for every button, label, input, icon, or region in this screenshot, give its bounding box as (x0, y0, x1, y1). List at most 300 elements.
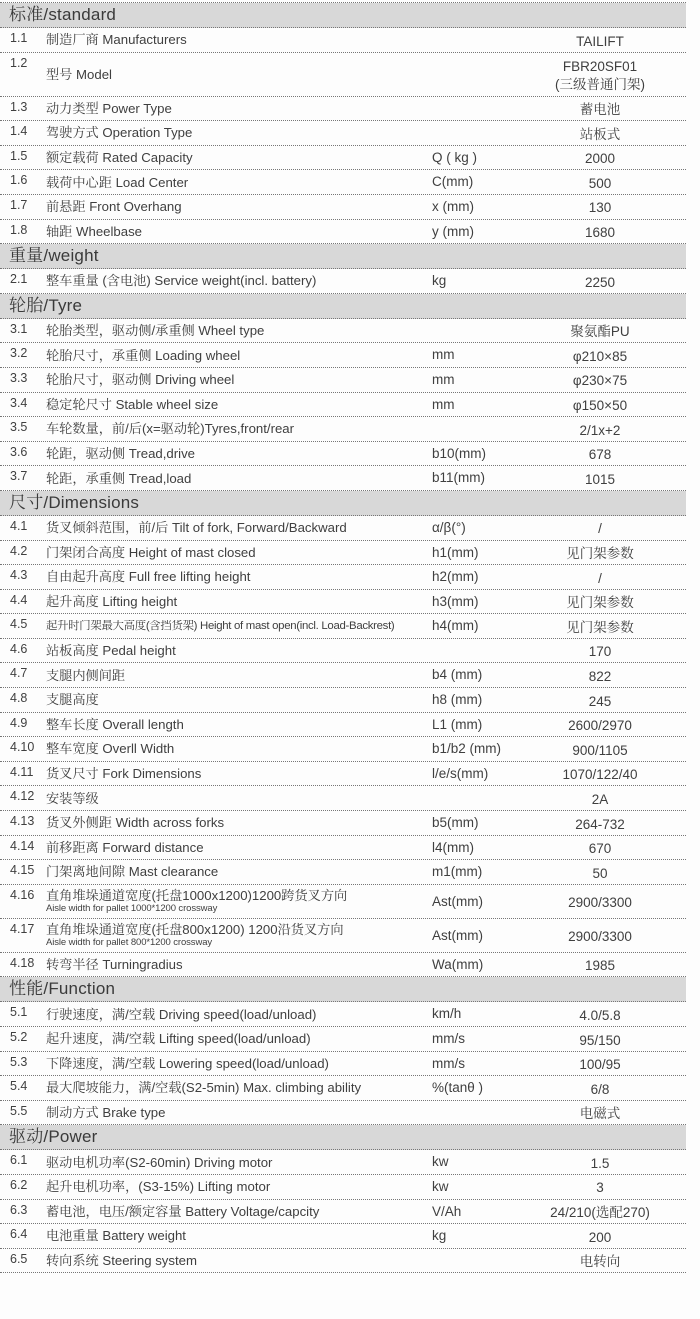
row-value-text: 见门架参数 (566, 546, 634, 562)
row-description (46, 1253, 432, 1268)
row-value-text: 1985 (584, 958, 616, 974)
row-number: 6.4 (10, 1227, 28, 1242)
row-value-text: 245 (588, 693, 612, 709)
row-value (514, 369, 686, 390)
row-number: 6.2 (10, 1177, 28, 1192)
table-row (0, 737, 686, 762)
row-description-text: 货叉外侧距 Width across forks (46, 815, 225, 831)
row-number: 5.2 (10, 1030, 28, 1044)
row-value (514, 1078, 686, 1099)
row-value-text: 2600/2970 (568, 718, 632, 734)
row-description-text: 转向系统 Steering system (46, 1252, 197, 1268)
row-number: 4.2 (10, 543, 28, 558)
row-description-text: 前移距离 Forward distance (46, 839, 204, 855)
row-description (46, 67, 432, 82)
row-description (46, 175, 432, 190)
row-value-text: 822 (588, 668, 612, 684)
row-number: 4.1 (10, 518, 28, 533)
table-row (0, 541, 686, 566)
row-value-text: 2A (591, 791, 609, 807)
row-value-text: 50 (592, 865, 608, 881)
row-value-text: 1015 (584, 471, 616, 487)
row-value-text: φ230×75 (572, 373, 628, 389)
row-unit: mm (432, 347, 455, 363)
table-row (0, 639, 686, 664)
row-value-text: φ150×50 (572, 398, 628, 414)
row-number: 3.1 (10, 321, 28, 336)
row-value (514, 443, 686, 464)
table-row (0, 860, 686, 885)
row-unit: kw (432, 1178, 449, 1194)
row-number: 1.6 (10, 173, 28, 188)
row-description-text: 整车长度 Overall length (46, 716, 184, 732)
table-row (0, 713, 686, 738)
row-value (514, 714, 686, 735)
row-number: 3.4 (10, 395, 28, 410)
row-value (514, 690, 686, 711)
row-description (46, 766, 432, 781)
row-value-text: 见门架参数 (566, 619, 634, 635)
row-value-text: 24/210(选配270) (550, 1205, 650, 1221)
row-description-text: 直角堆垛通道宽度(托盘800x1200) 1200沿货叉方向 (46, 921, 344, 937)
table-row (0, 762, 686, 787)
row-unit (432, 121, 514, 125)
row-value (514, 1152, 686, 1173)
row-description-text: 支腿内侧间距 (46, 667, 126, 683)
row-description-text: 驾驶方式 Operation Type (46, 125, 193, 141)
row-value (514, 1102, 686, 1123)
row-number: 4.6 (10, 641, 28, 656)
row-value (514, 954, 686, 975)
row-description (46, 569, 432, 584)
row-value (514, 1226, 686, 1247)
row-value-text: 6/8 (590, 1081, 610, 1097)
row-unit: kw (432, 1154, 449, 1170)
row-description (46, 864, 432, 879)
row-description (46, 668, 432, 683)
row-number: 3.5 (10, 420, 28, 435)
row-unit: α/β(°) (432, 519, 466, 535)
row-number: 4.4 (10, 592, 28, 607)
row-value-text: 1070/122/40 (562, 767, 638, 783)
row-unit: mm/s (432, 1055, 465, 1071)
table-row (0, 368, 686, 393)
row-description-text: 额定载荷 Rated Capacity (46, 149, 193, 165)
row-description-text: 整车重量 (含电池) Service weight(incl. battery) (46, 273, 317, 289)
row-description-text: 驱动电机功率(S2-60min) Driving motor (46, 1154, 273, 1170)
row-value-text: 3 (596, 1180, 604, 1196)
row-description (46, 1007, 432, 1022)
row-description-text: 轮胎尺寸，承重侧 Loading wheel (46, 347, 241, 363)
table-row (0, 442, 686, 467)
row-number: 4.7 (10, 666, 28, 681)
row-description (46, 791, 432, 806)
row-number: 1.8 (10, 222, 28, 237)
row-description-text: 货叉尺寸 Fork Dimensions (46, 766, 202, 782)
row-number: 4.14 (10, 838, 35, 853)
row-description-text: 车轮数量，前/后(x=驱动轮)Tyres,front/rear (46, 421, 295, 437)
row-description (46, 815, 432, 830)
table-row (0, 1150, 686, 1175)
row-value-text: 1680 (584, 225, 616, 241)
table-row (0, 836, 686, 861)
row-unit (432, 786, 514, 790)
row-description (46, 717, 432, 732)
row-description-text: 蓄电池，电压/额定容量 Battery Voltage/capcity (46, 1203, 320, 1219)
table-row (0, 269, 686, 294)
row-unit: b1/b2 (mm) (432, 741, 502, 757)
row-description (46, 520, 432, 535)
row-value (514, 763, 686, 784)
section-header: 轮胎/Tyre (0, 294, 686, 319)
table-row (0, 663, 686, 688)
row-unit (432, 28, 514, 32)
row-unit: mm (432, 371, 455, 387)
row-value-text: 蓄电池 (579, 102, 621, 118)
row-number: 1.3 (10, 99, 28, 114)
table-row (0, 393, 686, 418)
row-number: 4.16 (10, 887, 35, 902)
row-unit (432, 639, 514, 643)
row-description-text: 轮胎尺寸，驱动侧 Driving wheel (46, 372, 235, 388)
row-description-text: 支腿高度 (46, 692, 99, 708)
row-number: 4.5 (10, 617, 28, 632)
row-description (46, 471, 432, 486)
row-number: 5.4 (10, 1079, 28, 1094)
row-number: 4.9 (10, 715, 28, 730)
section-header: 重量/weight (0, 244, 686, 269)
row-unit: mm/s (432, 1031, 465, 1046)
row-description-text: 轮距，驱动侧 Tread,drive (46, 445, 195, 461)
row-description-text: 轮距，承重侧 Tread,load (46, 470, 192, 486)
row-number: 5.1 (10, 1005, 28, 1020)
row-description (46, 372, 432, 387)
row-value (514, 123, 686, 144)
row-value (514, 221, 686, 242)
row-number: 4.10 (10, 740, 35, 755)
row-unit: h2(mm) (432, 569, 479, 585)
row-description-text: 起升时门架最大高度(含挡货架) Height of mast open(incl. Load-Backrest) (46, 619, 395, 632)
row-description-text: 动力类型 Power Type (46, 100, 172, 116)
row-value (514, 98, 686, 119)
row-value-text: 2/1x+2 (579, 422, 621, 438)
row-number: 1.5 (10, 148, 28, 163)
row-unit: h1(mm) (432, 544, 479, 560)
row-value (514, 419, 686, 440)
row-value-text: 670 (588, 841, 612, 857)
row-description (46, 922, 432, 949)
row-description-text: 型号 Model (46, 66, 112, 82)
row-value-text: 4.0/5.8 (579, 1007, 621, 1023)
row-value-text: 95/150 (579, 1032, 621, 1048)
row-description-text: 直角堆垛通道宽度(托盘1000x1200)1200跨货叉方向 (46, 887, 348, 903)
row-value (514, 345, 686, 366)
row-description-text: 门架离地间隙 Mast clearance (46, 864, 219, 880)
section-header: 尺寸/Dimensions (0, 491, 686, 516)
row-value-text: 2900/3300 (568, 895, 632, 911)
row-description (46, 421, 432, 436)
table-row (0, 811, 686, 836)
row-description-text: 门架闭合高度 Height of mast closed (46, 544, 256, 560)
table-row (0, 1076, 686, 1101)
table-row (0, 170, 686, 195)
row-number: 4.15 (10, 863, 35, 878)
row-unit: m1(mm) (432, 864, 483, 880)
row-value (514, 196, 686, 217)
row-unit: b11(mm) (432, 470, 486, 486)
table-row (0, 1175, 686, 1200)
row-unit: kg (432, 273, 447, 289)
row-value (514, 1004, 686, 1025)
row-unit: b10(mm) (432, 445, 487, 461)
row-value-text: / (598, 570, 602, 586)
row-number: 4.13 (10, 814, 35, 829)
row-unit: h3(mm) (432, 593, 479, 609)
row-number: 4.17 (10, 921, 35, 936)
row-description-text: 轮胎类型，驱动侧/承重侧 Wheel type (46, 322, 265, 338)
row-number: 3.7 (10, 469, 28, 484)
table-row (0, 146, 686, 171)
row-value (514, 616, 686, 637)
row-value-text-line2: (三级普通门架) (555, 76, 645, 92)
row-description-subtext: Aisle width for pallet 800*1200 crossway (46, 936, 213, 948)
row-unit: Wa(mm) (432, 956, 484, 972)
row-value-text: 100/95 (579, 1057, 621, 1073)
row-description (46, 957, 432, 972)
table-row (0, 688, 686, 713)
row-number: 4.12 (10, 789, 35, 804)
row-value (514, 665, 686, 686)
row-description-text: 起升高度 Lifting height (46, 593, 178, 609)
row-description (46, 32, 432, 47)
row-description-text: 转弯半径 Turningradius (46, 957, 183, 973)
table-row (0, 1002, 686, 1027)
row-description (46, 594, 432, 609)
table-row (0, 1249, 686, 1274)
row-value (514, 55, 686, 93)
table-row (0, 97, 686, 122)
row-value (514, 837, 686, 858)
row-number: 6.1 (10, 1153, 28, 1168)
row-value-text: 站板式 (579, 126, 621, 142)
table-row (0, 565, 686, 590)
row-number: 6.3 (10, 1202, 28, 1217)
row-value (514, 862, 686, 883)
row-description (46, 125, 432, 140)
table-row (0, 786, 686, 811)
row-value-text: 264-732 (575, 816, 625, 832)
row-description (46, 101, 432, 116)
table-row (0, 53, 686, 97)
row-unit (432, 97, 514, 101)
row-value-text: 170 (588, 644, 612, 660)
row-number: 3.2 (10, 346, 28, 361)
row-value (514, 739, 686, 760)
row-description (46, 150, 432, 165)
row-value-text: 900/1105 (572, 742, 628, 758)
row-number: 3.3 (10, 370, 28, 385)
table-row (0, 614, 686, 639)
row-number: 2.1 (10, 272, 28, 287)
row-value-text: 2250 (584, 274, 616, 290)
row-number: 1.7 (10, 197, 28, 212)
table-row (0, 195, 686, 220)
row-value (514, 1250, 686, 1271)
row-description-text: 下降速度，满/空载 Lowering speed(load/unload) (46, 1055, 329, 1071)
row-value (514, 271, 686, 292)
table-row (0, 516, 686, 541)
row-description-text: 安装等级 (46, 790, 99, 806)
row-value-text: / (598, 521, 602, 537)
row-value (514, 1176, 686, 1197)
section-header: 标准/standard (0, 3, 686, 28)
row-number: 1.4 (10, 124, 28, 139)
row-description (46, 741, 432, 756)
table-row (0, 28, 686, 53)
row-description-text: 制造厂商 Manufacturers (46, 32, 187, 48)
table-row (0, 1027, 686, 1052)
row-value-text: 678 (588, 447, 612, 463)
row-number: 6.5 (10, 1251, 28, 1266)
row-unit: %(tanθ ) (432, 1080, 484, 1096)
row-value (514, 813, 686, 834)
row-description (46, 620, 432, 633)
section-header: 驱动/Power (0, 1125, 686, 1150)
row-description (46, 1105, 432, 1120)
table-row (0, 319, 686, 344)
table-row (0, 885, 686, 919)
table-row (0, 417, 686, 442)
row-unit (432, 417, 514, 421)
row-description (46, 273, 432, 288)
row-value (514, 320, 686, 341)
row-unit: C(mm) (432, 174, 474, 190)
row-description-text: 货叉倾斜范围，前/后 Tilt of fork, Forward/Backward (46, 520, 347, 536)
row-number: 5.5 (10, 1103, 28, 1118)
row-number: 5.3 (10, 1054, 28, 1069)
table-row (0, 1101, 686, 1126)
row-number: 4.18 (10, 955, 35, 970)
row-description-text: 起升速度，满/空载 Lifting speed(load/unload) (46, 1031, 311, 1047)
row-value-text: 聚氨酯PU (570, 324, 630, 340)
row-value (514, 591, 686, 612)
row-value-text: 200 (588, 1229, 612, 1245)
row-value (514, 925, 686, 946)
row-value-text: 见门架参数 (566, 595, 634, 611)
spec-table (0, 2, 686, 1273)
row-description (46, 1080, 432, 1095)
table-row (0, 343, 686, 368)
table-row (0, 1224, 686, 1249)
row-value-text: TAILIFT (576, 33, 624, 49)
row-unit: Q ( kg ) (432, 149, 478, 165)
row-value (514, 1029, 686, 1050)
row-description-text: 前悬距 Front Overhang (46, 199, 182, 215)
row-description (46, 1179, 432, 1194)
row-unit: L1 (mm) (432, 716, 483, 732)
row-unit: l4(mm) (432, 839, 474, 855)
row-description (46, 545, 432, 560)
row-description (46, 1204, 432, 1219)
row-description (46, 224, 432, 239)
row-unit: b5(mm) (432, 815, 479, 831)
row-description-text: 载荷中心距 Load Center (46, 174, 189, 190)
row-unit (432, 1249, 514, 1253)
row-value (514, 468, 686, 489)
row-description (46, 692, 432, 707)
row-description-text: 最大爬坡能力，满/空载(S2-5min) Max. climbing ability (46, 1080, 362, 1096)
row-number: 3.6 (10, 444, 28, 459)
section-header: 性能/Function (0, 977, 686, 1002)
row-description (46, 1056, 432, 1071)
row-value-text: 电转向 (579, 1254, 621, 1270)
row-value (514, 788, 686, 809)
row-value (514, 147, 686, 168)
row-unit: Ast(mm) (432, 893, 483, 909)
row-description (46, 397, 432, 412)
row-value (514, 567, 686, 588)
row-value-text: 2000 (584, 151, 616, 167)
row-value-text: FBR20SF01 (562, 59, 638, 75)
row-unit: km/h (432, 1006, 462, 1022)
row-number: 4.11 (10, 764, 34, 779)
row-description (46, 446, 432, 461)
row-description (46, 1155, 432, 1170)
row-unit: y (mm) (432, 223, 474, 239)
row-value (514, 640, 686, 661)
table-row (0, 220, 686, 245)
table-row (0, 590, 686, 615)
row-value (514, 30, 686, 51)
row-value (514, 172, 686, 193)
table-row (0, 953, 686, 978)
row-description-subtext: Aisle width for pallet 1000*1200 crossway (46, 902, 218, 914)
row-description-text: 自由起升高度 Full free lifting height (46, 569, 251, 585)
row-description (46, 323, 432, 338)
row-value-text: 1.5 (590, 1155, 610, 1171)
row-unit: kg (432, 1228, 447, 1244)
table-row (0, 919, 686, 953)
row-unit: l/e/s(mm) (432, 765, 489, 781)
row-unit: h4(mm) (432, 618, 479, 634)
row-value-text: 130 (588, 200, 612, 216)
row-number: 1.1 (10, 31, 28, 45)
row-description-text: 稳定轮尺寸 Stable wheel size (46, 396, 219, 412)
row-value-text: 2900/3300 (568, 929, 632, 945)
row-description (46, 1228, 432, 1243)
row-unit: Ast(mm) (432, 927, 483, 943)
row-description-text: 轴距 Wheelbase (46, 223, 143, 239)
row-value (514, 517, 686, 538)
table-row (0, 1052, 686, 1077)
row-description-text: 整车宽度 Overll Width (46, 741, 175, 757)
row-unit: mm (432, 396, 455, 412)
row-description (46, 1031, 432, 1046)
row-description (46, 840, 432, 855)
row-unit (432, 319, 514, 323)
row-description-text: 行驶速度，满/空载 Driving speed(load/unload) (46, 1006, 317, 1022)
row-value-text: 500 (588, 175, 612, 191)
row-value (514, 891, 686, 912)
table-row (0, 1200, 686, 1225)
row-value (514, 1053, 686, 1074)
row-description-text: 站板高度 Pedal height (46, 643, 176, 659)
row-description-text: 电池重量 Battery weight (46, 1228, 186, 1244)
row-value (514, 394, 686, 415)
row-unit: h8 (mm) (432, 692, 483, 708)
row-unit: b4 (mm) (432, 667, 483, 683)
row-description (46, 348, 432, 363)
